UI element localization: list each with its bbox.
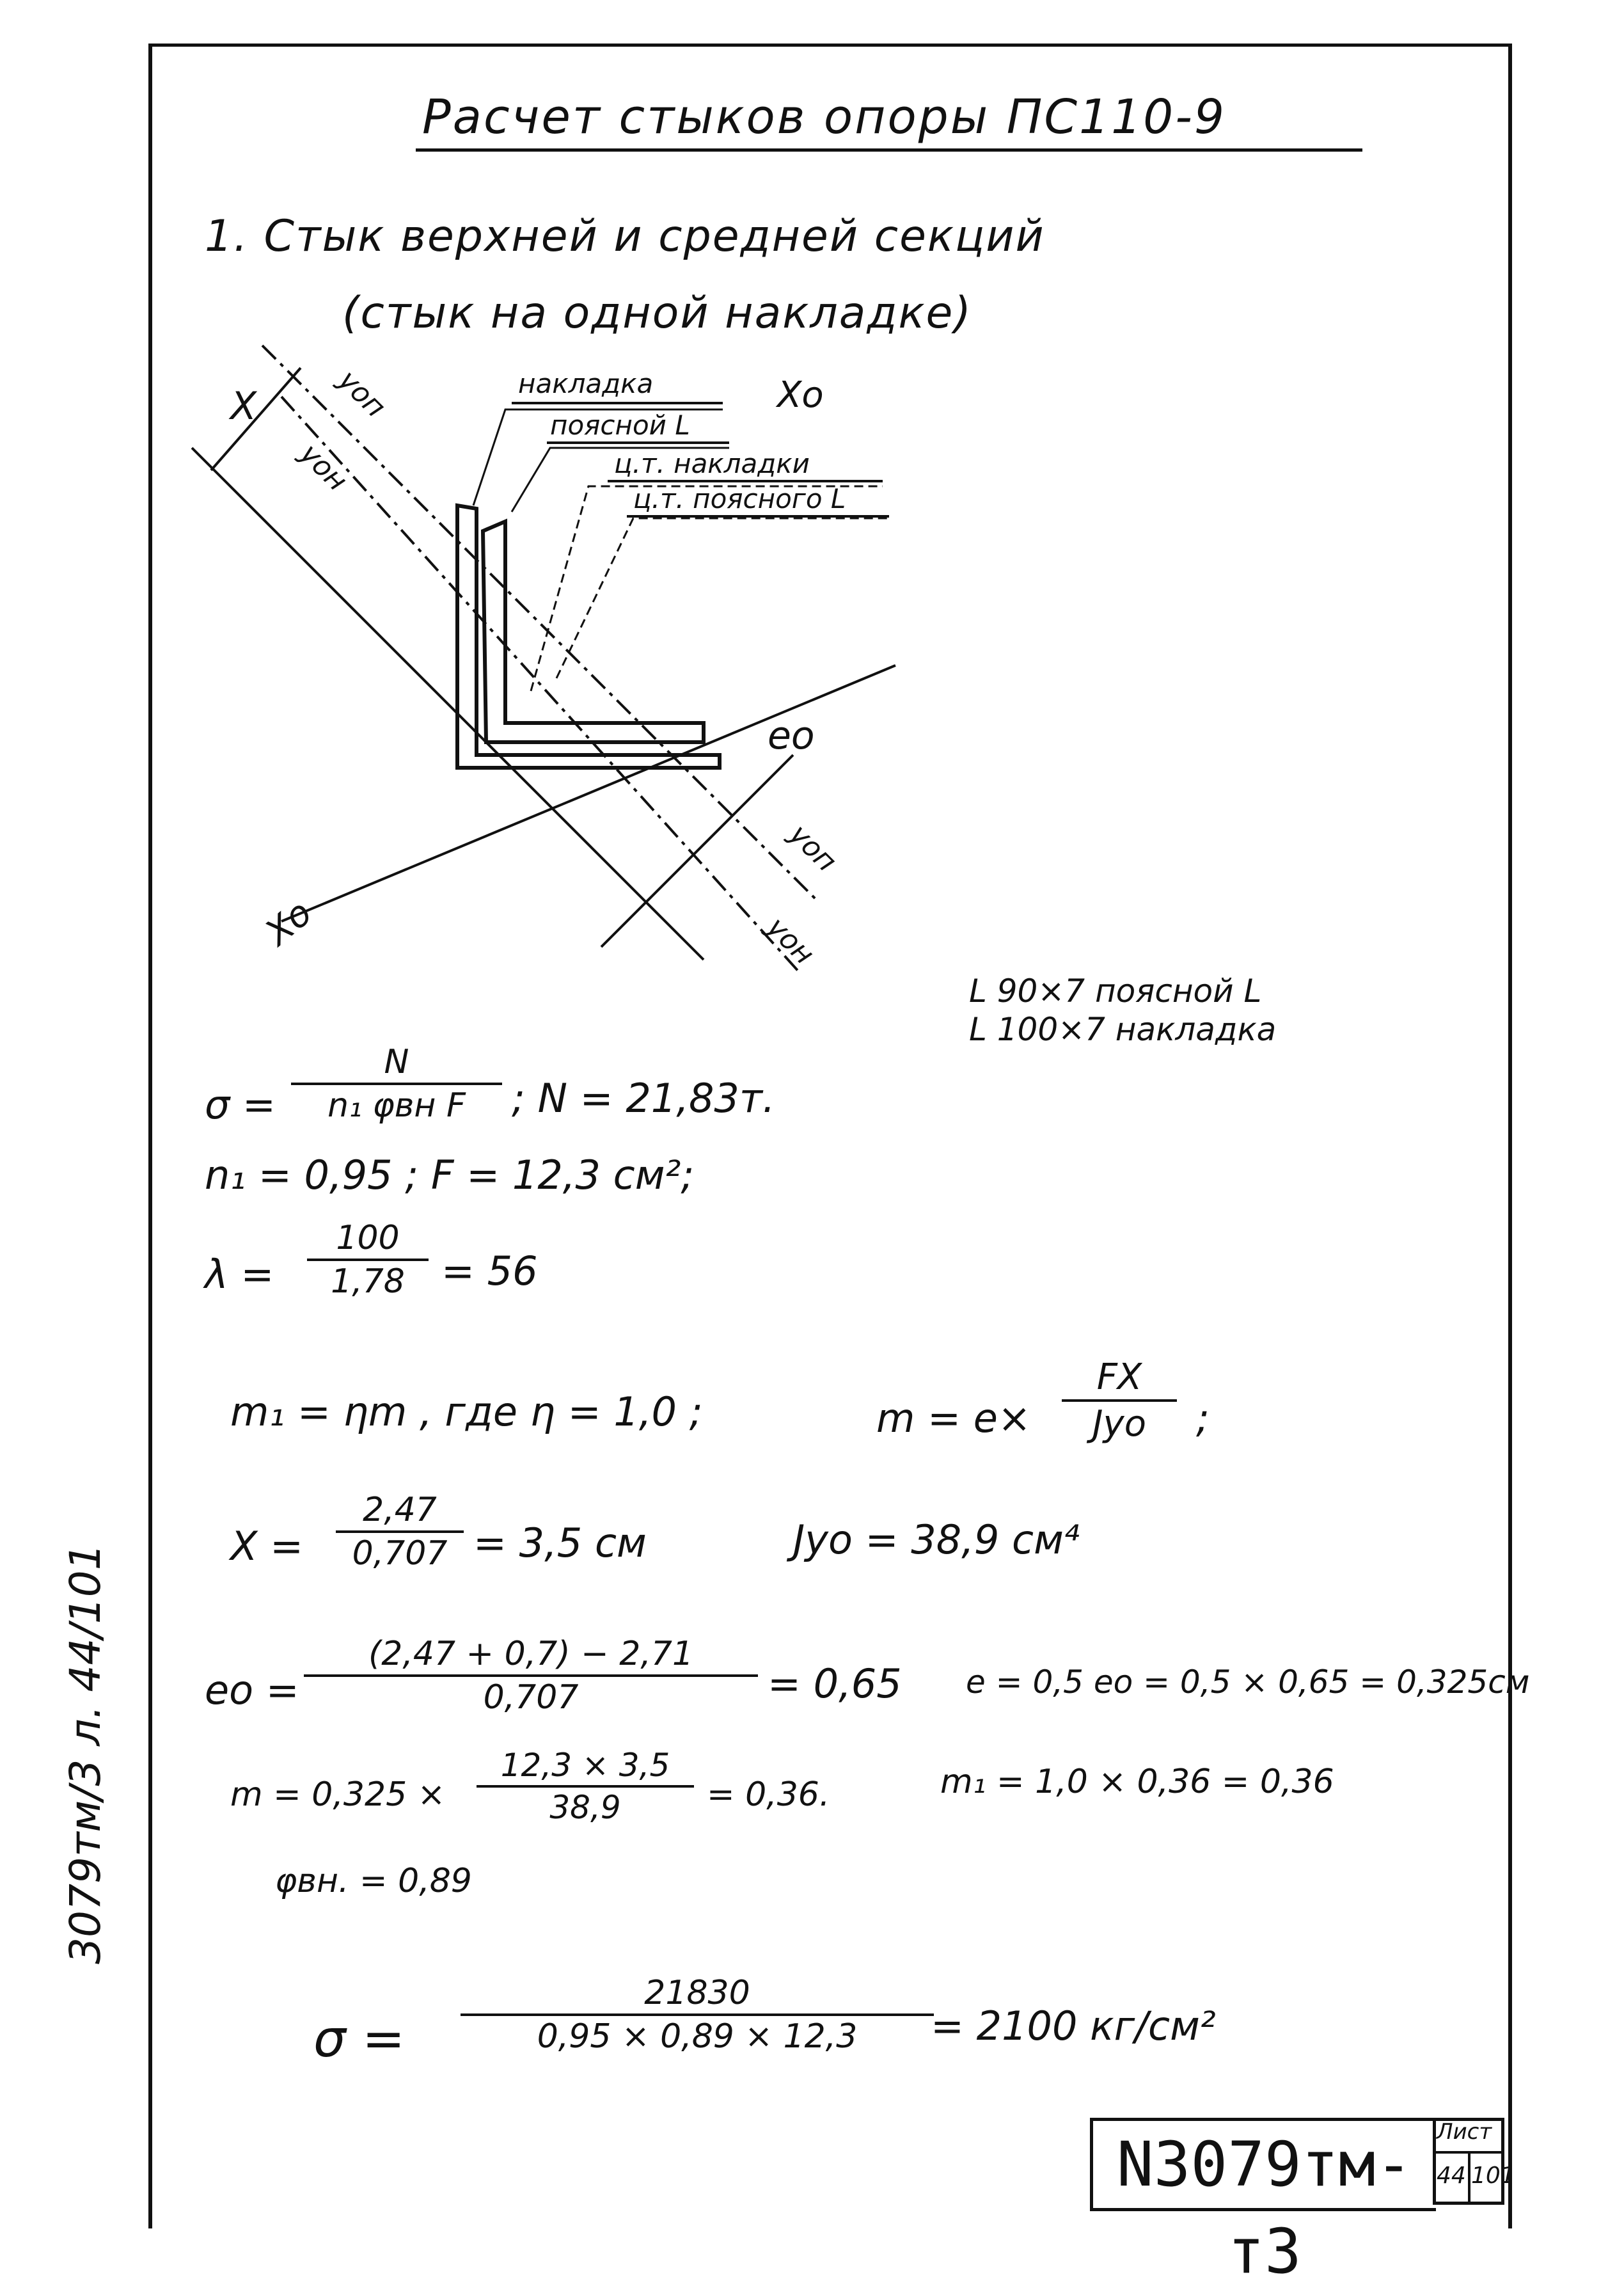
angle-chord <box>457 505 720 768</box>
eq9-den: 0,95 × 0,89 × 12,3 <box>537 2017 858 2056</box>
eq1-rest: ; N = 21,83т. <box>512 1075 775 1122</box>
axis-label-yon-top: yон <box>293 437 354 498</box>
eq6-fraction <box>304 1635 758 1717</box>
eq3-rest: = 56 <box>441 1248 538 1294</box>
eq1-bar <box>291 1083 502 1085</box>
axis-yop-line <box>262 345 819 902</box>
axis-label-xo-left: Xo <box>257 892 320 954</box>
axis-label-eo: eo <box>768 713 815 758</box>
eq9-fraction <box>461 1974 934 2056</box>
eq5-fraction <box>336 1491 464 1573</box>
section-subheading: (стык на одной накладке) <box>342 288 972 338</box>
eq5-num: 2,47 <box>363 1491 437 1529</box>
eq5-lhs: X = <box>230 1523 304 1569</box>
label-ct-poyasnogo-underline <box>627 515 889 518</box>
eq4-num: FX <box>1096 1356 1142 1398</box>
eq1-lhs: σ = <box>205 1081 276 1128</box>
eq6-bar <box>304 1674 758 1677</box>
eq3-bar <box>307 1259 429 1261</box>
label-ct-nakladki-underline <box>608 480 883 482</box>
eq7-fraction <box>477 1747 694 1826</box>
eq7-bar <box>477 1785 694 1788</box>
eq2: n₁ = 0,95 ; F = 12,3 см²; <box>205 1152 695 1198</box>
section-heading: 1. Стык верхней и средней секций <box>205 211 1045 262</box>
eq5-second: Jyo = 38,9 см⁴ <box>793 1516 1080 1563</box>
eq6-rest: = 0,65 <box>768 1660 902 1707</box>
axis-label-x-top: X <box>230 384 257 429</box>
eq4-text: m₁ = ηm , где η = 1,0 ; <box>230 1388 703 1435</box>
axis-xo-line <box>281 665 895 921</box>
eq8: φвн. = 0,89 <box>275 1862 472 1900</box>
eq5-bar <box>336 1530 464 1533</box>
eq6-lhs: eo = <box>205 1667 299 1713</box>
eq3-num: 100 <box>336 1219 400 1257</box>
axis-label-xo-right: Xo <box>777 374 824 416</box>
eq9-rest: = 2100 кг/см² <box>931 2003 1216 2049</box>
eq7-num: 12,3 × 3,5 <box>500 1747 670 1784</box>
eq4-den: Jyo <box>1092 1403 1146 1445</box>
label-ct-nakladki: ц.т. накладки <box>614 448 810 479</box>
label-poyasnoy-underline <box>547 441 729 444</box>
axis-x-top-line <box>192 448 704 960</box>
eq6-num: (2,47 + 0,7) − 2,71 <box>368 1635 694 1673</box>
eq4-rest: ; <box>1196 1395 1210 1441</box>
axis-label-yop-top: yоп <box>331 363 392 424</box>
eq3-fraction <box>307 1219 429 1301</box>
eq4-bar <box>1062 1399 1177 1402</box>
eq1-num: N <box>384 1043 409 1081</box>
eq7-lhs: m = 0,325 × <box>230 1775 446 1814</box>
eq4-m-lhs: m = e× <box>876 1395 1031 1441</box>
leader-ct-poyasnogo <box>556 518 889 678</box>
eq1-fraction <box>291 1043 502 1125</box>
eq9-num: 21830 <box>644 1974 750 2012</box>
sheet-label: Лист <box>1437 2119 1492 2145</box>
axis-label-yon-bottom: yон <box>760 910 821 971</box>
eq3-den: 1,78 <box>331 1262 405 1301</box>
document-code-stamp: N3079тм-т3 <box>1090 2118 1436 2211</box>
angle-overlay <box>483 521 704 742</box>
label-nakladka: накладка <box>518 368 654 399</box>
eq7-den: 38,9 <box>549 1789 621 1826</box>
eq4-fraction <box>1062 1356 1177 1445</box>
spec-chord: L 90×7 поясной L <box>969 973 1262 1010</box>
eq3-lhs: λ = <box>205 1251 274 1298</box>
sheet-number: 44 <box>1437 2163 1466 2189</box>
eq5-den: 0,707 <box>352 1534 448 1573</box>
label-poyasnoy: поясной L <box>550 409 690 441</box>
sheet-total: 101 <box>1471 2163 1515 2189</box>
eq5-rest: = 3,5 см <box>473 1520 647 1566</box>
page-title: Расчет стыков опоры ПС110-9 <box>422 90 1227 145</box>
axis-label-yop-bottom: yоп <box>782 818 843 878</box>
spec-overlay: L 100×7 накладка <box>969 1011 1277 1048</box>
sheet-divider-v <box>1468 2151 1470 2205</box>
eq9-bar <box>461 2013 934 2016</box>
axis-right-line <box>601 755 793 947</box>
eq6-den: 0,707 <box>483 1678 579 1717</box>
eq7-second: m₁ = 1,0 × 0,36 = 0,36 <box>940 1763 1334 1801</box>
label-ct-poyasnogo: ц.т. поясного L <box>633 483 846 514</box>
eq6-second: e = 0,5 eo = 0,5 × 0,65 = 0,325см <box>966 1664 1530 1701</box>
eq9-lhs: σ = <box>313 2009 406 2069</box>
label-nakladka-underline <box>512 402 723 404</box>
eq7-rest: = 0,36. <box>707 1775 830 1814</box>
eq1-den: n₁ φвн F <box>327 1086 466 1125</box>
margin-reference: 3079тм/3 л. 44/101 <box>61 1543 110 1964</box>
